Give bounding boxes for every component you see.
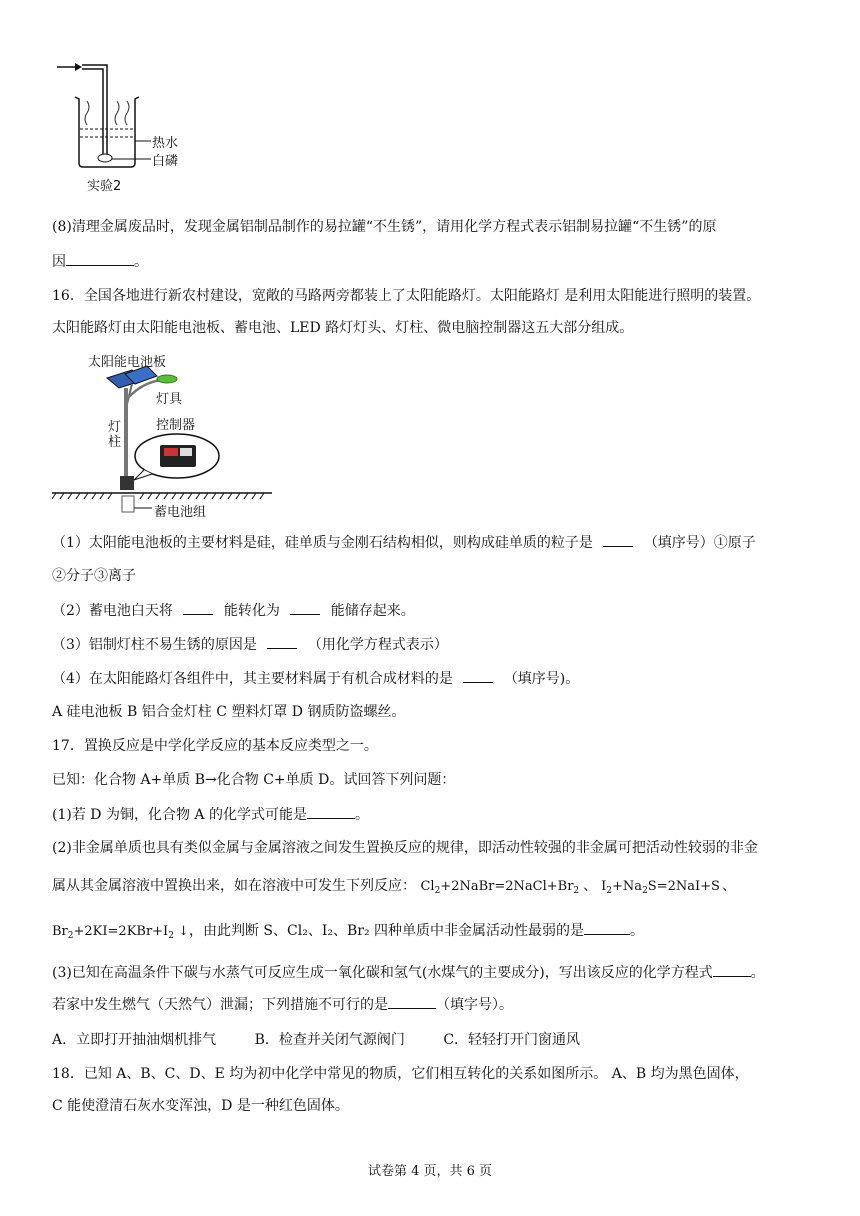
- q16-part2-text-a: （2）蓄电池白天将: [52, 603, 173, 619]
- answer-blank: [713, 962, 751, 977]
- page-footer: 试卷第 4 页，共 6 页: [367, 1164, 493, 1179]
- hot-water-label: 热水: [152, 136, 179, 151]
- pole-label: 灯柱: [108, 420, 122, 450]
- solar-street-light-figure: [52, 348, 282, 523]
- eq2-part-b: +Na: [612, 879, 643, 894]
- option-b: B．检查并关闭气源阀门: [254, 1032, 405, 1048]
- experiment-2-figure: [55, 55, 205, 195]
- option-c: C．轻轻打开门窗通风: [443, 1032, 581, 1048]
- q17-options: [52, 1030, 580, 1050]
- precipitate-arrow: ↓: [178, 924, 189, 939]
- q17-stem-line2: 已知：化合物 A+单质 B→化合物 C+单质 D。试回答下列问题：: [52, 772, 456, 788]
- lamp-label: 灯具: [156, 392, 183, 407]
- answer-blank: [388, 994, 436, 1009]
- q16-part1-line1: [52, 532, 756, 553]
- q18-stem-line2: C 能使澄清石灰水变浑浊，D 是一种红色固体。: [52, 1098, 349, 1114]
- q17-part3-line1: [52, 962, 765, 983]
- q15-part8-prefix: 因: [52, 254, 66, 270]
- q16-part1-text: （1）太阳能电池板的主要材料是硅，硅单质与金刚石结构相似，则构成硅单质的粒子是: [52, 535, 593, 551]
- answer-blank: [463, 668, 493, 683]
- q16-part1-suffix: （填序号）①原子: [643, 535, 756, 551]
- separator: 、: [583, 878, 598, 894]
- q17-part3-end: 。: [750, 965, 765, 981]
- eq3-part-b: +2KI=2KBr+I: [73, 924, 169, 939]
- q16-part1-line2: ②分子③离子: [52, 568, 136, 584]
- answer-blank: [603, 532, 633, 547]
- answer-blank: [66, 251, 134, 266]
- q15-part8-end: 。: [134, 254, 148, 270]
- q16-stem-line2: 太阳能路灯由太阳能电池板、蓄电池、LED 路灯灯头、灯柱、微电脑控制器这五大部分组成。: [52, 320, 634, 336]
- q17-part3-suffix: （填字号）。: [436, 997, 513, 1013]
- white-phosphorus-label: 白磷: [152, 154, 179, 169]
- q16-part2-text-c: 能储存起来。: [330, 603, 415, 619]
- answer-blank: [307, 804, 355, 819]
- q15-part8-line1: (8)清理金属废品时，发现金属铝制品制作的易拉罐“不生锈”，请用化学方程式表示铝制易拉罐“不生锈”的原: [52, 219, 717, 235]
- q17-part3-question: 若家中发生燃气（天然气）泄漏；下列措施不可行的是: [52, 997, 388, 1013]
- q16-part2: [52, 600, 415, 621]
- solar-panel-label: 太阳能电池板: [88, 355, 167, 370]
- eq2-part-a: I: [601, 879, 607, 894]
- q16-options: A 硅电池板 B 铝合金灯柱 C 塑料灯罩 D 钢质防盗螺丝。: [52, 704, 406, 720]
- q16-part4-text: （4）在太阳能路灯各组件中，其主要材料属于有机合成材料的是: [52, 671, 453, 687]
- q17-part2-line2: [52, 876, 736, 901]
- eq3-part-a: Br: [52, 924, 68, 939]
- eq1-part-b: +2NaBr=2NaCl+Br: [440, 879, 574, 894]
- q17-part2-end: 。: [630, 923, 645, 939]
- option-a: A．立即打开抽油烟机排气: [52, 1032, 217, 1048]
- beaker-illustration: [55, 55, 205, 195]
- q16-part2-text-b: 能转化为: [223, 603, 280, 619]
- separator: 、: [721, 878, 736, 894]
- answer-blank: [584, 920, 630, 935]
- answer-blank: [290, 600, 320, 615]
- q18-stem-line1: 18．已知 A、B、C、D、E 均为初中化学中常见的物质，它们相互转化的关系如图所示。 A、B 均为黑色固体，: [52, 1066, 749, 1082]
- controller-label: 控制器: [156, 418, 196, 433]
- q16-part3-text: （3）铝制灯柱不易生锈的原因是: [52, 637, 257, 653]
- q17-part2-line3: [52, 920, 644, 946]
- answer-blank: [267, 634, 297, 649]
- q16-stem-line1: 16．全国各地进行新农村建设，宽敞的马路两旁都装上了太阳能路灯。太阳能路灯 是利用太阳能进行照明的装置。: [52, 288, 761, 304]
- answer-blank: [183, 600, 213, 615]
- battery-label: 蓄电池组: [154, 505, 207, 520]
- q16-part3-suffix: （用化学方程式表示）: [307, 637, 448, 653]
- q17-part3-line2: [52, 994, 513, 1015]
- q17-part2-line1: (2)非金属单质也具有类似金属与金属溶液之间发生置换反应的规律，即活动性较强的非金属可把活动性较弱的非金: [52, 840, 758, 856]
- eq2-part-c: S=2NaI+S: [647, 879, 720, 894]
- experiment-caption: 实验2: [87, 179, 122, 194]
- q17-part1: [52, 804, 369, 825]
- q17-part3-text: (3)已知在高温条件下碳与水蒸气可反应生成一氧化碳和氢气(水煤气的主要成分)，写出该反应的化学方程式: [52, 965, 713, 981]
- q17-part1-end: 。: [354, 807, 369, 823]
- equation-2: $I_2+Na_2S=2NaI+S$: [601, 879, 720, 896]
- q17-part1-text: (1)若 D 为铜，化合物 A 的化学式可能是: [52, 807, 307, 823]
- equation-1: $Cl_2+2NaBr=2NaCl+Br_2$: [420, 879, 580, 896]
- q17-stem-line1: 17．置换反应是中学化学反应的基本反应类型之一。: [52, 738, 378, 754]
- q16-part4: [52, 668, 579, 689]
- q17-part2-intro: 属从其金属溶液中置换出来，如在溶液中可发生下列反应：: [52, 878, 416, 894]
- q16-part3: [52, 634, 448, 655]
- street-light-illustration: [52, 348, 282, 523]
- q15-part8-line2: [52, 251, 148, 272]
- q16-part4-suffix: （填序号)。: [503, 671, 580, 687]
- q17-part2-question: ，由此判断 S、Cl₂、I₂、Br₂ 四种单质中非金属活动性最弱的是: [188, 923, 585, 939]
- equation-3: $Br_2+2KI=2KBr+I_2$ ↓: [52, 924, 189, 941]
- eq1-part-a: Cl: [420, 879, 435, 894]
